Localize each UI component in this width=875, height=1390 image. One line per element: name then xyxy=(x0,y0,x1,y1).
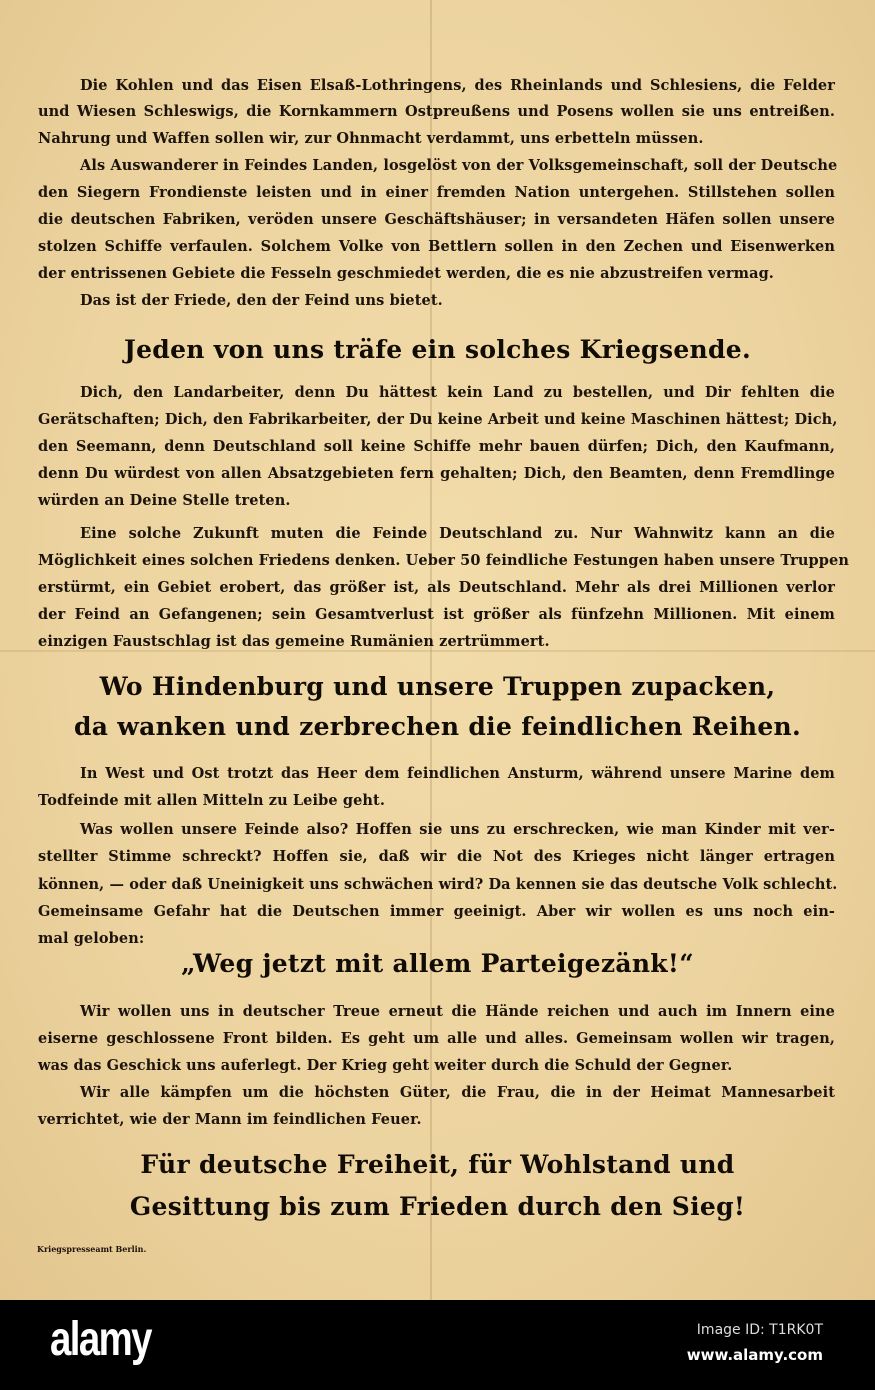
text-line: können, — oder daß Uneinigkeit uns schwächen wird? Da kennen sie das deutsche Volk schlecht. xyxy=(38,876,838,893)
text-line: In West und Ost trotzt das Heer dem feindlichen Ansturm, während unsere Marine dem xyxy=(80,765,835,782)
text-line: würden an Deine Stelle treten. xyxy=(38,492,291,509)
text-line: verrichtet, wie der Mann im feindlichen Feuer. xyxy=(38,1111,422,1128)
text-line: Möglichkeit eines solchen Friedens denken. Ueber 50 feindliche Festungen haben unsere Truppen xyxy=(38,552,849,569)
text-line: den Seemann, denn Deutschland soll keine Schiffe mehr bauen dürfen; Dich, den Kaufmann, xyxy=(38,438,835,455)
text-line: stolzen Schiffe verfaulen. Solchem Volke von Bettlern sollen in den Zechen und Eisenwerken xyxy=(38,238,835,255)
text-line: Die Kohlen und das Eisen Elsaß-Lothringens, des Rheinlands und Schlesiens, die Felder xyxy=(80,77,835,94)
headline: da wanken und zerbrechen die feindlichen Reihen. xyxy=(73,712,802,741)
alamy-logo: alamy xyxy=(50,1313,151,1366)
text-line: und Wiesen Schleswigs, die Kornkammern Ostpreußens und Posens wollen sie uns entreißen. xyxy=(38,103,835,120)
text-line: Nahrung und Waffen sollen wir, zur Ohnmacht verdammt, uns erbetteln müssen. xyxy=(38,130,704,147)
text-line: Als Auswanderer in Feindes Landen, losgelöst von der Volksgemeinschaft, soll der Deutsche xyxy=(80,157,838,174)
text-line: Gerätschaften; Dich, den Fabrikarbeiter, der Du keine Arbeit und keine Maschinen hättest; Dich, xyxy=(38,411,838,428)
text-line: Das ist der Friede, den der Feind uns bietet. xyxy=(80,292,443,309)
text-line: eiserne geschlossene Front bilden. Es geht um alle und alles. Gemeinsam wollen wir tragen, xyxy=(38,1030,835,1047)
text-line: Gemeinsame Gefahr hat die Deutschen immer geeinigt. Aber wir wollen es uns noch ein- xyxy=(38,903,835,920)
text-line: der entrissenen Gebiete die Fesseln geschmiedet werden, die es nie abzustreifen vermag. xyxy=(38,265,774,282)
text-line: Todfeinde mit allen Mitteln zu Leibe geht. xyxy=(38,792,385,809)
text-line: Wir alle kämpfen um die höchsten Güter, die Frau, die in der Heimat Mannesarbeit xyxy=(80,1084,835,1101)
text-line: die deutschen Fabriken, veröden unsere Geschäftshäuser; in versandeten Häfen sollen unsere xyxy=(38,211,835,228)
watermark-url[interactable]: www.alamy.com xyxy=(686,1346,823,1364)
headline: Für deutsche Freiheit, für Wohlstand und xyxy=(140,1150,735,1179)
text-line: stellter Stimme schreckt? Hoffen sie, daß wir die Not des Krieges nicht länger ertragen xyxy=(38,848,835,865)
text-line: mal geloben: xyxy=(38,930,145,947)
text-line: erstürmt, ein Gebiet erobert, das größer ist, als Deutschland. Mehr als drei Millionen verlor xyxy=(38,579,835,596)
image-id: Image ID: T1RK0T xyxy=(696,1322,823,1338)
text-line: den Siegern Frondienste leisten und in einer fremden Nation untergehen. Stillstehen sollen xyxy=(38,184,835,201)
headline: Jeden von uns träfe ein solches Kriegsende. xyxy=(123,335,752,364)
text-line: der Feind an Gefangenen; sein Gesamtverlust ist größer als fünfzehn Millionen. Mit einem xyxy=(38,606,835,623)
text-line: was das Geschick uns auferlegt. Der Krieg geht weiter durch die Schuld der Gegner. xyxy=(38,1057,733,1074)
text-line: Wir wollen uns in deutscher Treue erneut die Hände reichen und auch im Innern eine xyxy=(80,1003,835,1020)
headline: Wo Hindenburg und unsere Truppen zupacken, xyxy=(99,672,776,701)
publisher-imprint: Kriegspresseamt Berlin. xyxy=(37,1244,147,1254)
text-line: Eine solche Zukunft muten die Feinde Deutschland zu. Nur Wahnwitz kann an die xyxy=(80,525,835,542)
text-line: einzigen Faustschlag ist das gemeine Rumänien zertrümmert. xyxy=(38,633,550,650)
text-line: denn Du würdest von allen Absatzgebieten fern gehalten; Dich, den Beamten, denn Fremdlinge xyxy=(38,465,835,482)
headline: „Weg jetzt mit allem Parteigezänk!“ xyxy=(181,949,694,978)
headline: Gesittung bis zum Frieden durch den Sieg! xyxy=(129,1192,746,1221)
text-line: Dich, den Landarbeiter, denn Du hättest kein Land zu bestellen, und Dir fehlten die xyxy=(80,384,835,401)
text-line: Was wollen unsere Feinde also? Hoffen sie uns zu erschrecken, wie man Kinder mit ver- xyxy=(80,821,835,838)
